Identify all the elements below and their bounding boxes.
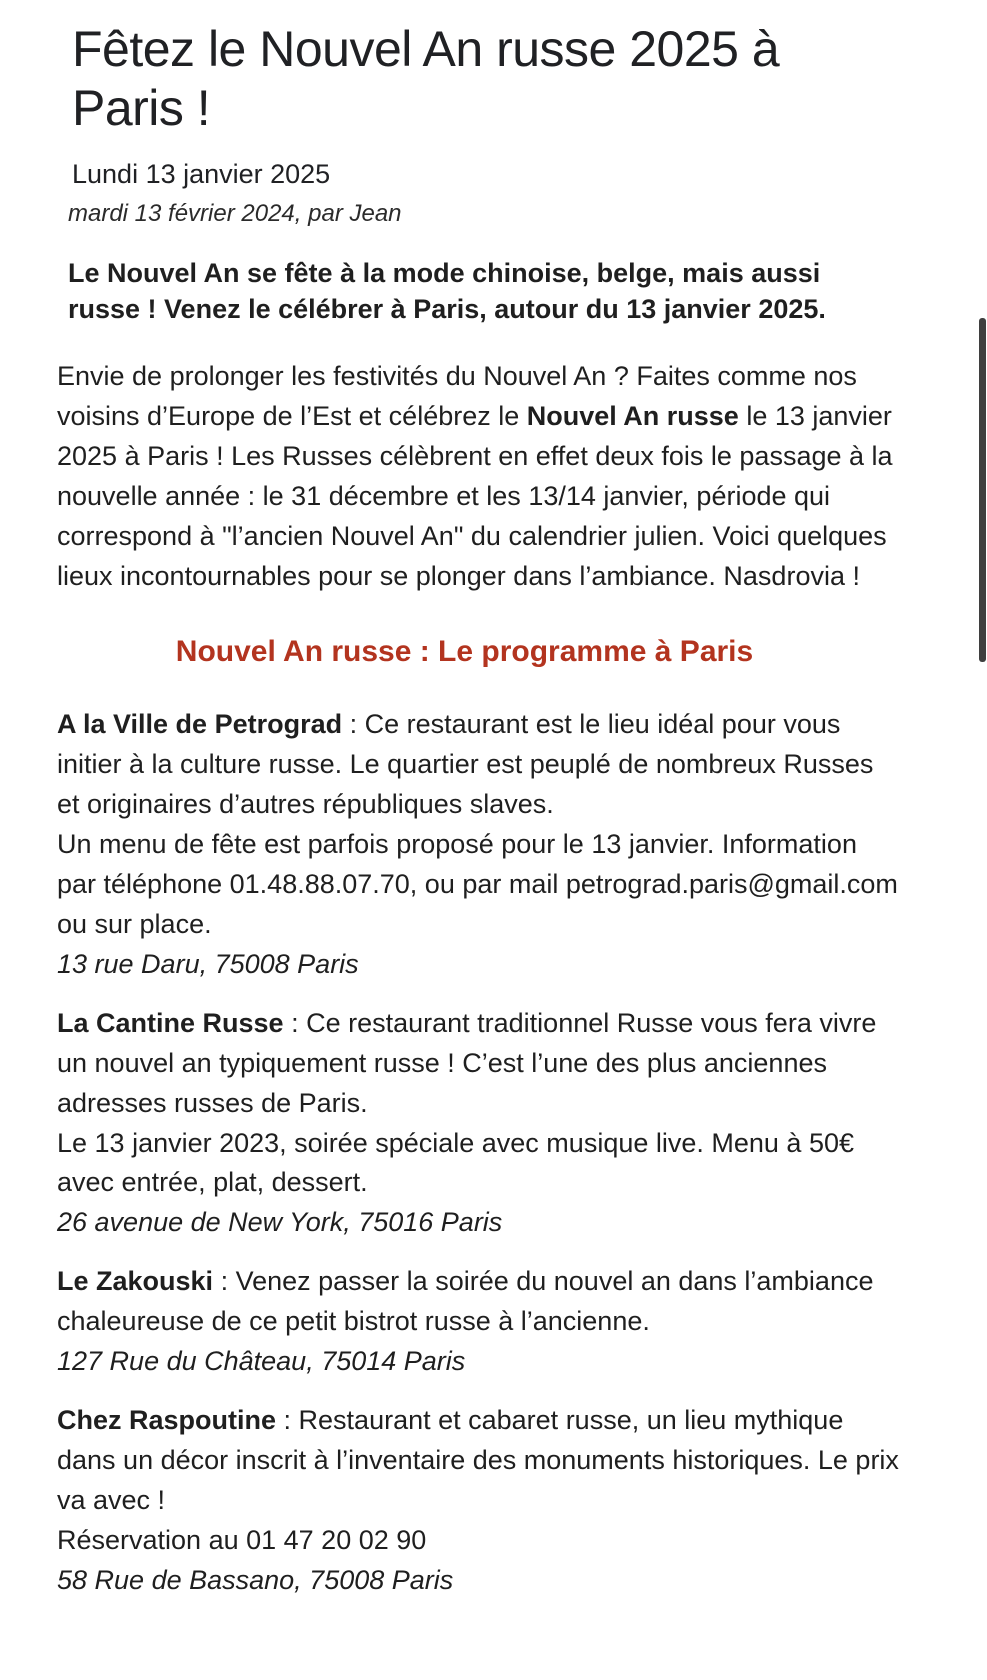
venue-name: La Cantine Russe [57,1007,284,1038]
article-date: Lundi 13 janvier 2025 [72,159,331,189]
venue-raspoutine [57,1401,902,1601]
venue-description-line [57,1262,902,1342]
venue-description: : Ce restaurant traditionnel Russe vous fera vivre un nouvel an typiquement russe ! C’est l’une des plus anciennes adresses russes de Paris. [57,1007,877,1118]
venue-description: : Venez passer la soirée du nouvel an dans l’ambiance chaleureuse de ce petit bistrot russe à l’ancienne. [57,1266,874,1337]
venue-details: Un menu de fête est parfois proposé pour le 13 janvier. Information par téléphone 01.48.88.07.70, ou par mail petrograd.paris@gmail.com ou sur place. [57,828,898,939]
venue-description-line [57,705,902,825]
venue-zakouski [57,1262,902,1382]
venue-name: Le Zakouski [57,1266,214,1297]
venue-details: Le 13 janvier 2023, soirée spéciale avec musique live. Menu à 50€ avec entrée, plat, dessert. [57,1127,854,1198]
scrollbar-thumb[interactable] [979,318,986,662]
venue-description: : Restaurant et cabaret russe, un lieu mythique dans un décor inscrit à l’inventaire des monuments historiques. Le prix va avec ! [57,1405,899,1516]
venue-address: 58 Rue de Bassano, 75008 Paris [57,1565,454,1596]
venue-address: 26 avenue de New York, 75016 Paris [57,1207,503,1238]
venue-description-line [57,1004,902,1124]
page-title: Fêtez le Nouvel An russe 2025 à Paris ! [72,21,780,136]
venue-address: 127 Rue du Château, 75014 Paris [57,1346,466,1377]
intro-paragraph: Le Nouvel An se fête à la mode chinoise, belge, mais aussi russe ! Venez le célébrer à Paris, autour du 13 janvier 2025. [68,258,826,324]
scrollbar [978,0,987,1680]
section-heading: Nouvel An russe : Le programme à Paris [175,634,754,668]
article-byline: mardi 13 février 2024, par Jean [68,200,402,227]
lead-paragraph [57,357,902,597]
venue-name: Chez Raspoutine [57,1405,277,1436]
lead-text-1: Envie de prolonger les festivités du Nouvel An ? Faites comme nos voisins d’Europe de l’Est et célébrez le [57,361,857,432]
venue-petrograd [57,705,902,985]
venue-details: Réservation au 01 47 20 02 90 [57,1525,427,1556]
venue-description: : Ce restaurant est le lieu idéal pour vous initier à la culture russe. Le quartier est peuplé de nombreux Russes et originaires d’autres républiques slaves. [57,708,874,819]
venue-address: 13 rue Daru, 75008 Paris [57,948,359,979]
venue-cantine-russe [57,1004,902,1244]
lead-text-2: le 13 janvier 2025 à Paris ! Les Russes célèbrent en effet deux fois le passage à la nouvelle année : le 31 décembre et les 13/14 janvier, période qui correspond à "l’ancien Nouvel An" du calendrier julien. Voici quelques lieux incontournables pour se plonger dans l’ambiance. Nasdrovia ! [57,401,893,592]
lead-bold-phrase: Nouvel An russe [526,401,739,432]
venue-name: A la Ville de Petrograd [57,708,343,739]
venue-description-line [57,1401,902,1521]
